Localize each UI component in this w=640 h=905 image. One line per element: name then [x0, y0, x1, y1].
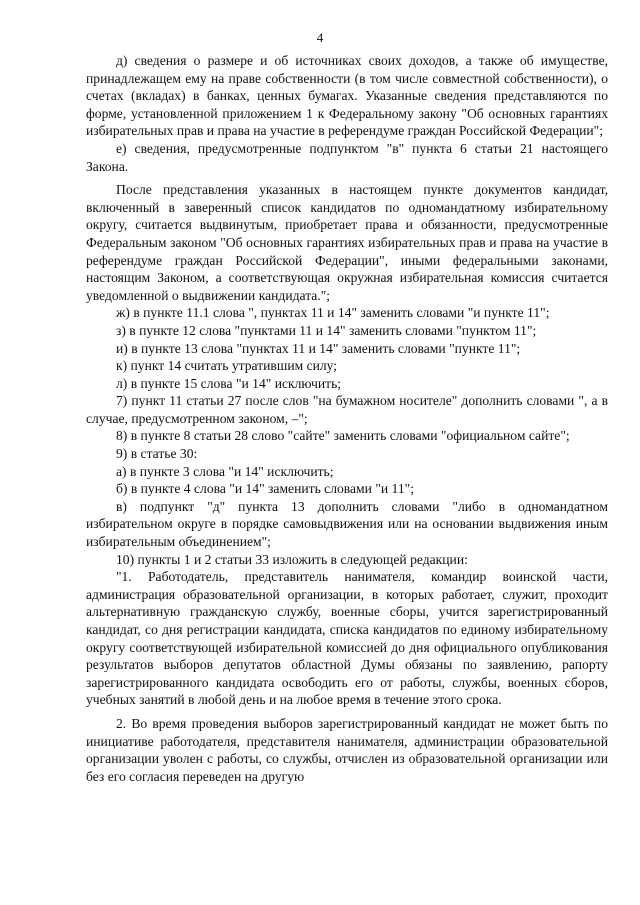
paragraph-article33-p2: 2. Во время проведения выборов зарегистрированный кандидат не может быть по инициативе работодателя, представителя нанимателя, администрации образовательной организации уволен с работы, со службы, отчислен из образовательной организации или без его согласия переведен на другую — [86, 715, 608, 784]
paragraph-after-submission: После представления указанных в настоящем пункте документов кандидат, включенный в заверенный список кандидатов по одномандатному избирательному округу, считается выдвинутым, приобретает права и обязанности, предусмотренные Федеральным законом "Об основных гарантиях избирательных прав и права на участие в референдуме граждан Российской Федерации", иными федеральными законами, настоящим Законом, а соответствующая окружная избирательная комиссия считается уведомленной о выдвижении кандидата."; — [86, 182, 608, 303]
paragraph-i: и) в пункте 13 слова "пунктах 11 и 14" заменить словами "пункте 11"; — [116, 340, 521, 356]
page-number: 4 — [316, 30, 324, 45]
document-body — [86, 52, 608, 785]
paragraph-l: л) в пункте 15 слова "и 14" исключить; — [116, 375, 342, 391]
paragraph-9v: в) подпункт "д" пункта 13 дополнить словами "либо в одномандатном избирательном округе в порядке самовыдвижения или на основании выдвижения иным избирательным объединением"; — [86, 498, 608, 550]
paragraph-d-income-info: д) сведения о размере и об источниках своих доходов, а также об имуществе, принадлежащем ему на праве собственности (в том числе совместной собственности), о счетах (вкладах) в банках, ценных бумагах. Указанные сведения представляются по форме, установленной приложением 1 к Федеральному закону "Об основных гарантиях избирательных прав и права на участие в референдуме граждан Российской Федерации"; — [86, 53, 608, 139]
paragraph-z: з) в пункте 12 слова "пунктами 11 и 14" заменить словами "пунктом 11"; — [116, 322, 537, 338]
paragraph-article33-p1: "1. Работодатель, представитель нанимателя, командир воинской части, администрация образовательной организации, в которых работает, служит, проходит альтернативную гражданскую службу, военные сборы, учится зарегистрированный кандидат, со дня регистрации кандидата, списка кандидатов по единому избирательному округу соответствующей избирательной комиссией до дня официального опубликования результатов выборов депутатов областной Думы обязаны по заявлению, рапорту зарегистрированного кандидата освободить его от работы, службы, военных сборов, учебных занятий в любой день и на любое время в течение этого срока. — [86, 569, 608, 708]
paragraph-8: 8) в пункте 8 статьи 28 слово "сайте" заменить словами "официальном сайте"; — [116, 428, 570, 444]
paragraph-9a: а) в пункте 3 слова "и 14" исключить; — [116, 463, 334, 479]
paragraph-9b: б) в пункте 4 слова "и 14" заменить словами "и 11"; — [116, 481, 414, 497]
paragraph-zh: ж) в пункте 11.1 слова ", пунктах 11 и 14" заменить словами "и пункте 11"; — [116, 305, 550, 321]
paragraph-e-info: е) сведения, предусмотренные подпунктом "в" пункта 6 статьи 21 настоящего Закона. — [86, 140, 608, 174]
paragraph-10: 10) пункты 1 и 2 статьи 33 изложить в следующей редакции: — [116, 551, 468, 567]
paragraph-9: 9) в статье 30: — [116, 446, 198, 462]
paragraph-7: 7) пункт 11 статьи 27 после слов "на бумажном носителе" дополнить словами ", а в случае, предусмотренном законом, –"; — [86, 393, 608, 426]
paragraph-k: к) пункт 14 считать утратившим силу; — [116, 358, 338, 374]
